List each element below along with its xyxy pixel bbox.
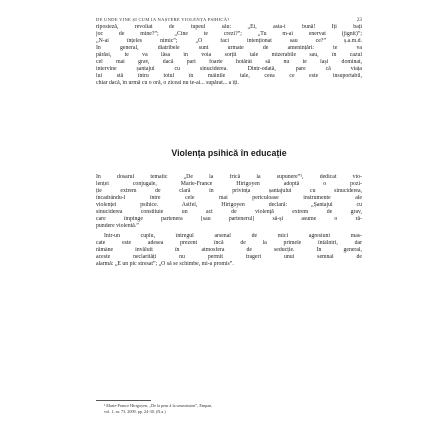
text-line: lenței conjugale, Marie-France Hirigoyen adoptă o pozi- bbox=[96, 180, 362, 187]
text-line: cate este adesea prezent încă de la primele întâlniri, dar bbox=[96, 239, 362, 246]
text-line: joc de mine?”; „Cine te crezi?”; „Tu m-ai enervat (jignit)”; bbox=[96, 30, 362, 37]
text-line: lui stă întru totul în mâinile tale, ceea ce este insuportabil, bbox=[96, 72, 362, 79]
body-paragraph-2 bbox=[96, 233, 362, 268]
text-line: care împinge partenera [sau partenerul] să-și asume o ră- bbox=[96, 215, 362, 222]
text-line: pundere violentă.” bbox=[96, 222, 139, 229]
running-header bbox=[96, 17, 362, 23]
text-line: Într-un cuplu, întregul arsenal de mici agresiuni mas- bbox=[104, 233, 362, 239]
text-line: ție extrem de clară în privința șantajului cu sinuciderea, bbox=[96, 187, 362, 194]
text-line: sinuciderea constituie un act de violență extrem de grav, bbox=[96, 208, 362, 215]
text-line: În general, diatribele sunt urmate de amenințări: te va bbox=[96, 44, 362, 51]
text-line: riposteză, revoltat de tupeul său: „Ei, asta-i bună! Îți bați bbox=[96, 24, 362, 30]
text-line: intervine șantajul cu sinuciderea. Dintr-odată, pare că viața bbox=[96, 65, 362, 72]
text-line: alarmă: „E un pic stresat”; „O să se schimbe, mi-a promis”. bbox=[96, 260, 234, 267]
footnote bbox=[104, 403, 324, 414]
text-line: violenței psihice. Astfel, Hirigoyen declară: „Șantajul cu bbox=[96, 201, 362, 208]
text-line: părăsi, te va lăsa în voia sorții tale mizerabile sau, în cazul bbox=[96, 51, 362, 58]
section-heading: Violența psihică în educație bbox=[171, 148, 287, 158]
footnote-line: vol. 1, nr. 73, 2009, pp. 24-30. (N.a.) bbox=[104, 408, 166, 414]
text-line: chiar dacă, în urmă cu o oră, o ziceai nu te-ai... supărat... a îți. bbox=[96, 79, 239, 86]
body-paragraph bbox=[96, 174, 362, 230]
top-paragraph bbox=[96, 24, 362, 87]
text-line: „N-ai înțeles nimic”; „O faci intenționat sau ce?” ș.a.m.d. bbox=[96, 37, 362, 44]
footnote-rule bbox=[96, 400, 151, 401]
footnote-line: ¹ Marie-France Hirigoyen, „De la peur à la soumission”, Empan, bbox=[104, 403, 213, 408]
text-line: cel mai grav, dacă pari foarte hotărât să nu te lași dominat, bbox=[96, 58, 362, 65]
page-number: 23 bbox=[356, 17, 362, 23]
text-line: aceste neclarități nu permit trageri unui semnal de bbox=[96, 253, 362, 260]
running-title: DE UNDE VINE ȘI CUM IA NAȘTERE VIOLENȚA PSIHICĂ? bbox=[96, 17, 230, 22]
text-line: În dosarul tematic „De la frică la supunere”¹, dedicat vio- bbox=[96, 174, 362, 180]
text-line: încadrându-l între cele mai periculoase instrumente ale bbox=[96, 194, 362, 201]
text-line: rămâne învăluit în atmosfera de seducție. În general, bbox=[96, 246, 362, 253]
